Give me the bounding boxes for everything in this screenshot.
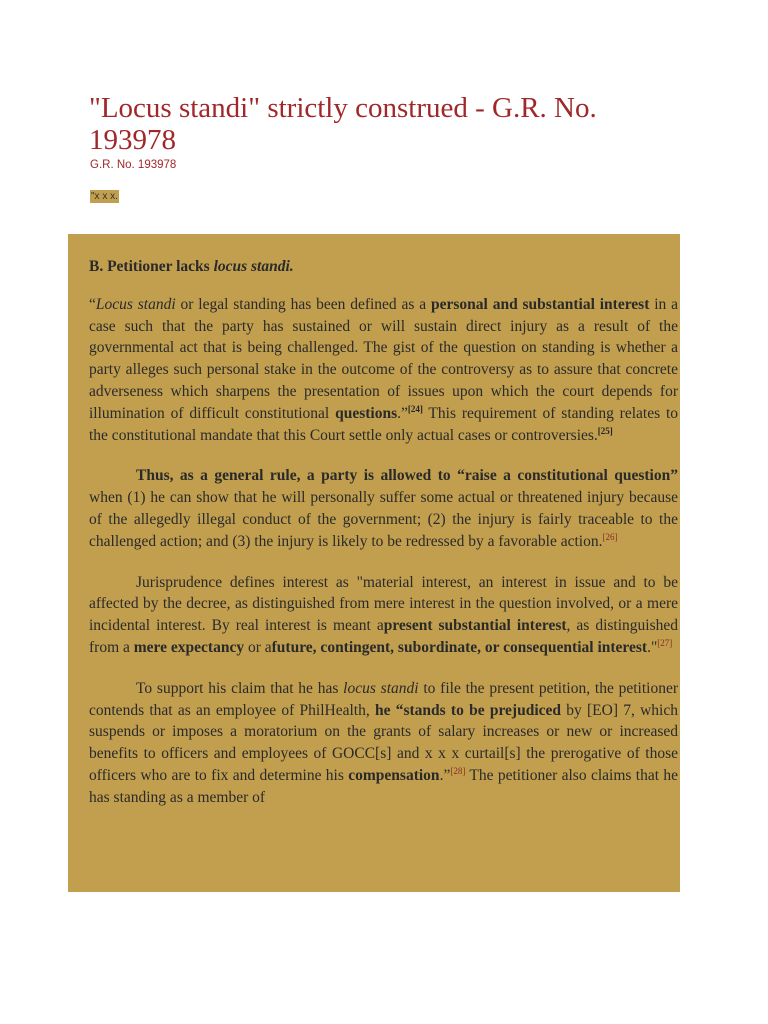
- heading-text: B. Petitioner lacks: [89, 258, 214, 275]
- p1-italic: Locus standi: [95, 295, 176, 313]
- p4-italic: locus standi: [343, 679, 419, 697]
- p3-bold: mere expectancy: [133, 638, 245, 656]
- p2-text: when (1) he can show that he will personally suffer some actual or threatened injury because of the allegedly illegal conduct of the government; (2) the injury is fairly traceable to the challenged action; and (3) the injury is likely to be redressed by a favorable action.: [89, 489, 678, 550]
- paragraph-2: [89, 465, 678, 552]
- paragraph-4: [89, 678, 678, 809]
- p1-bold: questions: [335, 404, 398, 422]
- paragraph-3: [89, 572, 678, 659]
- p3-text: or a: [244, 638, 272, 656]
- p1-bold: personal and substantial interest: [431, 295, 650, 313]
- p2-bold: Thus, as a general rule, a party is allowed to “raise a constitutional question”: [136, 467, 678, 485]
- p3-bold: future, contingent, subordinate, or consequential interest: [271, 638, 648, 656]
- footnote-ref[interactable]: [25]: [597, 425, 613, 436]
- page-subtitle: G.R. No. 193978: [90, 159, 177, 171]
- p1-text: This requirement of standing relates to the constitutional mandate that this Court settle only actual cases or controversies.: [89, 404, 678, 444]
- omission-marker: "x x x.: [91, 191, 118, 202]
- open-quote: “: [89, 295, 96, 313]
- page-title: "Locus standi" strictly construed - G.R. No. 193978: [89, 92, 597, 156]
- p4-bold: compensation: [348, 766, 440, 784]
- p3-bold: present substantial interest: [383, 617, 567, 635]
- p4-text: .”: [439, 766, 451, 784]
- section-heading: [89, 256, 678, 278]
- quoted-excerpt: [89, 256, 678, 809]
- p3-text: .": [647, 638, 658, 656]
- p4-text: The petitioner also claims that he has standing as a member of: [89, 766, 678, 806]
- p4-text: To support his claim that he has: [136, 679, 344, 697]
- p4-bold: he “stands to be prejudiced: [374, 701, 562, 719]
- heading-italic: locus standi.: [213, 258, 294, 275]
- p3-text: , as distinguished from a: [89, 617, 678, 656]
- p3-text: Jurisprudence defines interest as "material interest, an interest in issue and to be affected by the decree, as distinguished from mere interest in the question involved, or a mere incidental interest. By real interest is meant a: [89, 573, 678, 635]
- p1-text: .”: [397, 404, 408, 422]
- paragraph-1: [89, 294, 678, 447]
- footnote-ref[interactable]: [26]: [602, 531, 618, 542]
- p1-text: or legal standing has been defined as a: [175, 295, 432, 313]
- footnote-ref[interactable]: [27]: [657, 637, 673, 648]
- p4-text: by [EO] 7, which suspends or imposes a moratorium on the grants of salary increases or new or increased benefits to officers and employees of GOCC[s] and x x x curtail[s] the prerogative of those officers who are to fix and determine his: [89, 701, 678, 784]
- p1-text: in a case such that the party has sustained or will sustain direct injury as a result of the governmental act that is being challenged. The gist of the question on standing is whether a party alleges such personal stake in the outcome of the controversy as to assure that concrete adverseness which sharpens the presentation of issues upon which the court depends for illumination of difficult constitutional: [89, 295, 678, 422]
- p4-text: to file the present petition, the petitioner contends that as an employee of PhilHealth,: [89, 679, 678, 719]
- footnote-ref[interactable]: [24]: [407, 403, 423, 414]
- footnote-ref[interactable]: [28]: [450, 765, 466, 776]
